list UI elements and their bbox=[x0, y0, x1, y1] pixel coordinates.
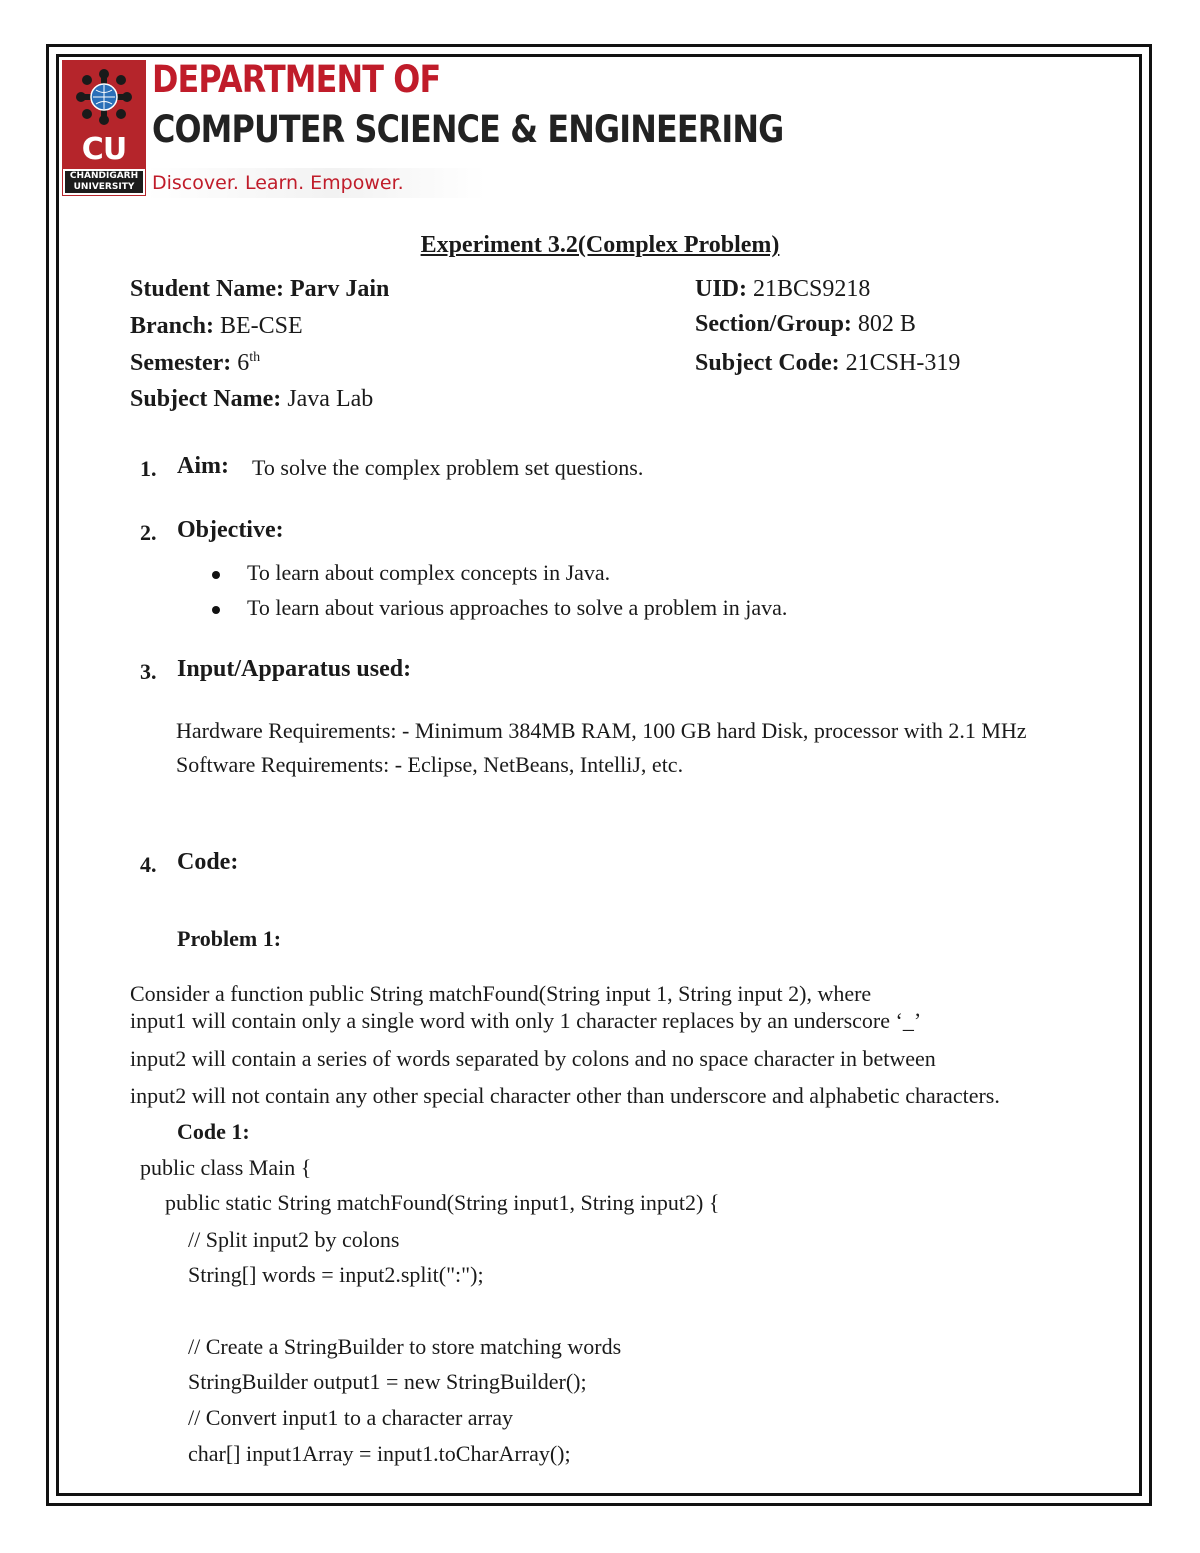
code-line: public static String matchFound(String input1, String input2) { bbox=[165, 1190, 720, 1215]
department-heading-line1: DEPARTMENT OF bbox=[152, 58, 441, 101]
aim-heading: Aim: bbox=[177, 453, 229, 479]
subject-name-value: Java Lab bbox=[281, 386, 374, 412]
bullet-icon bbox=[212, 606, 220, 614]
student-name-label: Student Name: bbox=[130, 276, 284, 302]
code-line: String[] words = input2.split(":"); bbox=[188, 1262, 484, 1287]
logo-cu-text: CU bbox=[81, 132, 127, 167]
university-logo bbox=[62, 60, 146, 196]
section-field bbox=[695, 311, 916, 338]
problem-line: input1 will contain only a single word with only 1 character replaces by an underscore ‘_’ bbox=[130, 1008, 922, 1033]
hardware-requirements: Hardware Requirements: - Minimum 384MB RAM, 100 GB hard Disk, processor with 2.1 MHz bbox=[176, 718, 1027, 743]
objective-item: To learn about various approaches to solve a problem in java. bbox=[247, 595, 788, 620]
tagline: Discover. Learn. Empower. bbox=[152, 172, 404, 194]
subject-name-field bbox=[130, 386, 373, 413]
subject-name-label: Subject Name: bbox=[130, 386, 282, 412]
branch-value: BE-CSE bbox=[214, 313, 303, 339]
uid-label: UID: bbox=[695, 276, 747, 302]
uid-field bbox=[695, 276, 870, 303]
student-name-value: Parv Jain bbox=[284, 276, 390, 302]
code-line: // Create a StringBuilder to store matching words bbox=[188, 1334, 622, 1359]
uid-value: 21BCS9218 bbox=[747, 276, 871, 302]
branch-label: Branch: bbox=[130, 313, 214, 339]
code-line: public class Main { bbox=[140, 1155, 312, 1180]
subject-code-field bbox=[695, 350, 960, 377]
logo-uni-line2: UNIVERSITY bbox=[73, 182, 135, 192]
section-label: Section/Group: bbox=[695, 311, 852, 337]
logo-university-label bbox=[65, 171, 143, 193]
software-requirements: Software Requirements: - Eclipse, NetBeans, IntelliJ, etc. bbox=[176, 752, 684, 777]
objective-item: To learn about complex concepts in Java. bbox=[247, 560, 611, 585]
problem-line: input2 will contain a series of words separated by colons and no space character in between bbox=[130, 1046, 936, 1071]
aim-number: 1. bbox=[140, 456, 157, 481]
code-number: 4. bbox=[140, 852, 157, 877]
objective-heading: Objective: bbox=[177, 517, 284, 543]
logo-university-box bbox=[62, 168, 146, 196]
semester-field bbox=[130, 350, 260, 377]
experiment-title: Experiment 3.2(Complex Problem) bbox=[420, 232, 780, 258]
code-heading: Code: bbox=[177, 849, 239, 875]
aim-text: To solve the complex problem set questions. bbox=[252, 455, 644, 480]
code-label: Code 1: bbox=[177, 1119, 250, 1144]
subject-code-label: Subject Code: bbox=[695, 350, 840, 376]
department-heading-line2: COMPUTER SCIENCE & ENGINEERING bbox=[152, 108, 784, 151]
code-line: char[] input1Array = input1.toCharArray(); bbox=[188, 1441, 571, 1466]
branch-field bbox=[130, 313, 303, 340]
problem-title: Problem 1: bbox=[177, 926, 282, 951]
objective-number: 2. bbox=[140, 520, 157, 545]
problem-line: Consider a function public String matchFound(String input 1, String input 2), where bbox=[130, 981, 872, 1006]
input-heading: Input/Apparatus used: bbox=[177, 656, 412, 682]
student-name-field bbox=[130, 276, 389, 303]
logo-uni-line1: CHANDIGARH bbox=[69, 171, 139, 181]
semester-label: Semester: bbox=[130, 350, 232, 376]
cu-emblem-icon bbox=[69, 64, 139, 130]
problem-line: input2 will not contain any other special character other than underscore and alphabetic characters. bbox=[130, 1083, 1000, 1108]
code-line: // Split input2 by colons bbox=[188, 1227, 400, 1252]
code-line: StringBuilder output1 = new StringBuilder(); bbox=[188, 1369, 587, 1394]
code-line: // Convert input1 to a character array bbox=[188, 1405, 513, 1430]
semester-suffix: th bbox=[249, 350, 261, 365]
section-value: 802 B bbox=[851, 311, 916, 337]
input-number: 3. bbox=[140, 659, 157, 684]
subject-code-value: 21CSH-319 bbox=[839, 350, 961, 376]
bullet-icon bbox=[212, 571, 220, 579]
semester-value: 6 bbox=[231, 350, 250, 376]
